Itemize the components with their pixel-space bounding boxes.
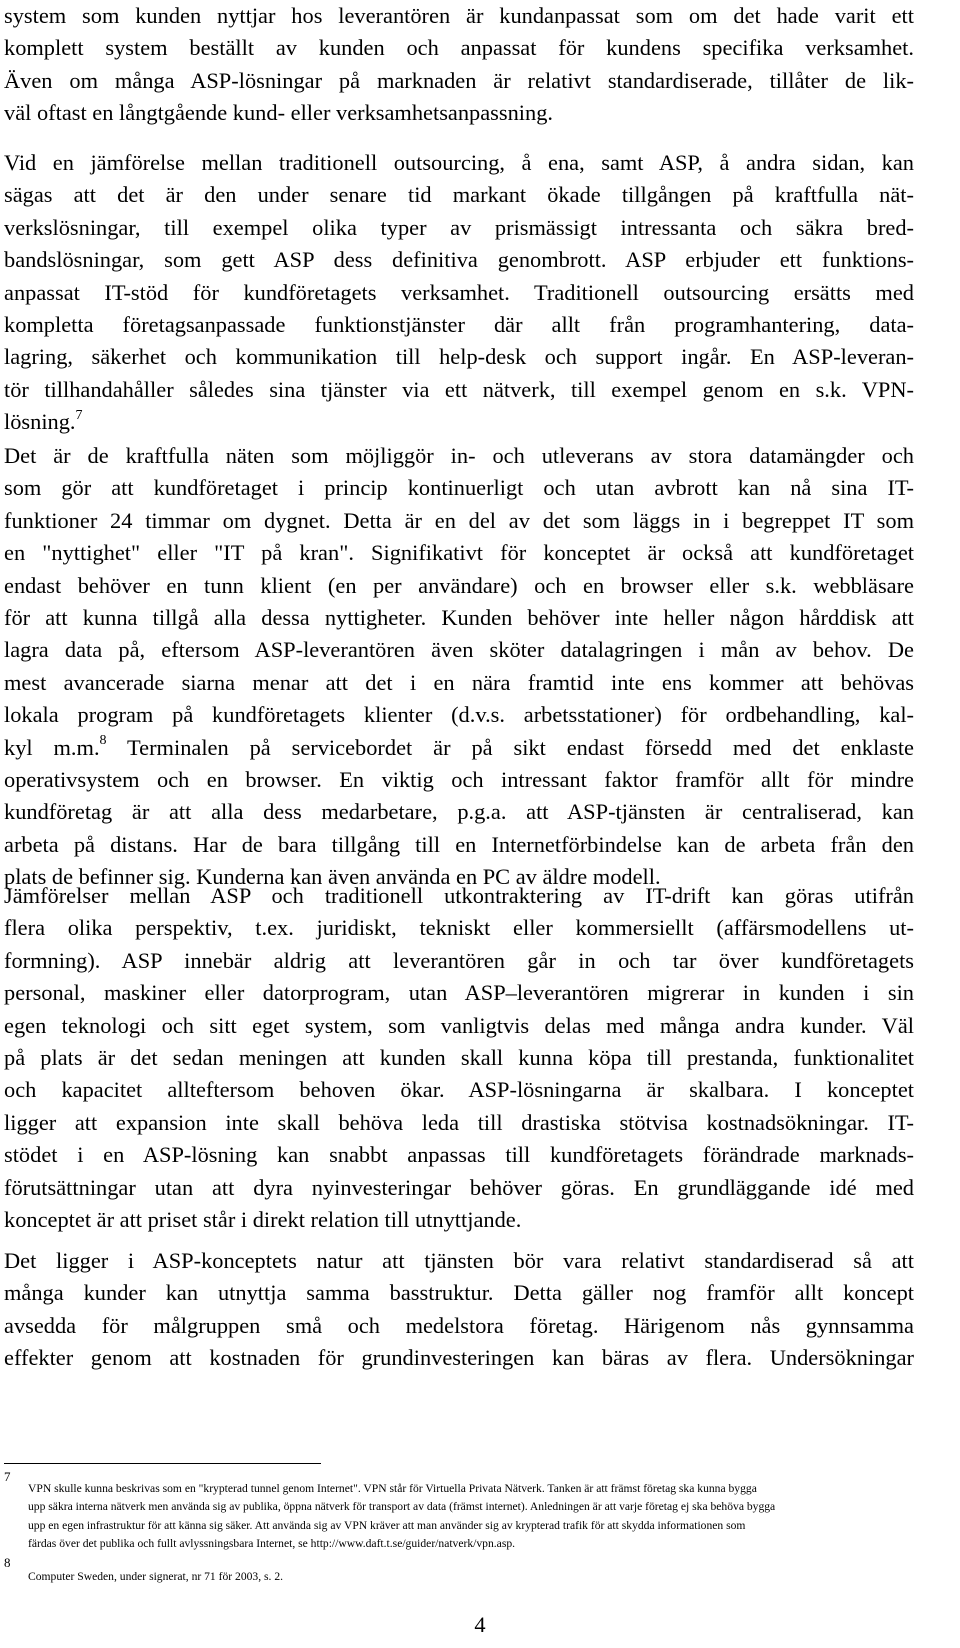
text-fragment: kyl m.m.: [4, 734, 100, 760]
text-line: lokala program på kundföretagets klienter (d.v.s. arbetsstationer) för ordbehandling, kal-: [4, 702, 914, 728]
text-line: anpassat IT-stöd för kundföretagets verksamhet. Traditionell outsourcing ersätts med: [4, 279, 914, 305]
text-line: flera olika perspektiv, t.ex. juridiskt, tekniskt eller kommersiellt (affärsmodellens ut-: [4, 915, 914, 941]
text-line: formning). ASP innebär aldrig att leverantören går in och tar över kundföretagets: [4, 947, 914, 973]
paragraph-5: [4, 1245, 914, 1375]
footnote-line: Computer Sweden, under signerat, nr 71 för 2003, s. 2.: [28, 1569, 284, 1583]
text-line: komplett system beställt av kunden och anpassat för kundens specifika verksamhet.: [4, 35, 914, 61]
text-line: lagra data på, eftersom ASP-leverantören även sköter datalagringen i mån av behov. De: [4, 637, 914, 663]
paragraph-3: [4, 440, 914, 894]
text-line: en "nyttighet" eller "IT på kran". Signifikativt för konceptet är också att kundföretaget: [4, 540, 914, 566]
footnote-8: [4, 1554, 914, 1586]
text-line: konceptet är att priset står i direkt relation till utnyttjande.: [4, 1207, 522, 1233]
text-line: som gör att kundföretaget i princip kontinuerligt och utan avbrott kan nå sina IT-: [4, 475, 914, 501]
text-line: Det ligger i ASP-konceptets natur att tjänsten bör vara relativt standardiserad så att: [4, 1248, 914, 1273]
footnote-line: upp säkra interna nätverk men använda sig av publika, öppna nätverk för transport av data (främst internet). Anledningen är att varje företag ej ska behöva bygga: [28, 1500, 776, 1514]
text-line: personal, maskiner eller datorprogram, utan ASP–leverantören migrerar in kunden i sin: [4, 980, 914, 1006]
text-line: system som kunden nyttjar hos leverantören är kundanpassat som om det hade varit ett: [4, 3, 914, 28]
footnotes: [4, 1468, 914, 1586]
text-line: mest avancerade siarna menar att det i en nära framtid inte ens kommer att behövas: [4, 669, 914, 695]
text-fragment: Terminalen på servicebordet är på sikt endast försedd med det enklaste: [106, 734, 914, 760]
text-line: ligger att expansion inte skall behöva leda till drastiska stötvisa kostnadsökningar. IT-: [4, 1109, 914, 1135]
text-line: många kunder kan utnyttja samma basstruktur. Detta gäller nog framför allt koncept: [4, 1280, 914, 1306]
text-line: effekter genom att kostnaden för grundinvesteringen kan bäras av flera. Undersökningar: [4, 1345, 914, 1371]
text-line: endast behöver en tunn klient (en per användare) och en browser eller s.k. webbläsare: [4, 572, 914, 598]
footnote-7: [4, 1468, 914, 1554]
footnote-ref: 7: [75, 407, 83, 423]
text-line: på plats är det sedan meningen att kunden skall kunna köpa till prestanda, funktionalitet: [4, 1045, 914, 1071]
text-line: förutsättningar utan att dyra nyinvesteringar behöver göras. En grundläggande idé med: [4, 1174, 914, 1200]
text-fragment: lösning.: [4, 409, 76, 435]
footnote-mark: 7: [4, 1469, 11, 1484]
footnote-separator: [4, 1463, 321, 1464]
text-line: avsedda för målgruppen små och medelstora företag. Härigenom nås gynnsamma: [4, 1312, 914, 1338]
text-line: bandslösningar, som gett ASP dess definitiva genombrott. ASP erbjuder ett funktions-: [4, 247, 914, 273]
footnote-line: upp en egen infrastruktur för att känna sig säker. Att använda sig av VPN kräver att man använder sig av krypterad trafik för att skydda informationen som: [28, 1518, 746, 1532]
text-line: sägas att det är den under senare tid markant ökade tillgången på kraftfulla nät-: [4, 182, 914, 208]
text-line: tör tillhandahåller således sina tjänster via ett nätverk, till exempel genom en s.k. VPN-: [4, 376, 914, 402]
page-number: 4: [474, 1612, 486, 1637]
text-line: kundföretag är att alla dess medarbetare, p.g.a. att ASP-tjänsten är centraliserad, kan: [4, 799, 914, 825]
text-line: plats de befinner sig. Kunderna kan även använda en PC av äldre modell.: [4, 864, 661, 890]
text-line: väl oftast en långtgående kund- eller verksamhetsanpassning.: [4, 100, 554, 126]
text-line: stödet i en ASP-lösning kan snabbt anpassas till kundföretagets förändrade marknads-: [4, 1142, 914, 1168]
text-line: egen teknologi och sitt eget system, som vanligtvis delas med många andra kunder. Väl: [4, 1012, 914, 1038]
text-line: arbeta på distans. Har de bara tillgång till en Internetförbindelse kan de arbeta från den: [4, 831, 914, 857]
text-line: [4, 406, 914, 438]
text-line: Även om många ASP-lösningar på marknaden är relativt standardiserade, tillåter de lik-: [4, 67, 914, 93]
text-line: för att kunna tillgå alla dessa nyttigheter. Kunden behöver inte heller någon hårddisk att: [4, 605, 914, 631]
text-line: operativsystem och en browser. En viktig och intressant faktor framför allt för mindre: [4, 767, 914, 793]
footnote-line: VPN skulle kunna beskrivas som en "krypterad tunnel genom Internet". VPN står för Virtuella Privata Nätverk. Tanken är att främst företag ska kunna bygga: [28, 1481, 757, 1495]
text-line: Det är de kraftfulla näten som möjliggör in- och utleverans av stora datamängder och: [4, 443, 914, 468]
text-line: funktioner 24 timmar om dygnet. Detta är en del av det som läggs in i begreppet IT som: [4, 507, 914, 533]
text-line: [4, 732, 914, 764]
text-line: Jämförelser mellan ASP och traditionell utkontraktering av IT-drift kan göras utifrån: [4, 883, 914, 908]
text-line: verkslösningar, till exempel olika typer av prismässigt intressanta och säkra bred-: [4, 214, 914, 240]
text-line: och kapacitet allteftersom behoven ökar. ASP-lösningarna är skalbara. I konceptet: [4, 1077, 914, 1103]
paragraph-2: [4, 147, 914, 439]
text-line: lagring, säkerhet och kommunikation till help-desk och support ingår. En ASP-leveran-: [4, 344, 914, 370]
text-line: kompletta företagsanpassade funktionstjänster där allt från programhantering, data-: [4, 312, 914, 338]
paragraph-4: [4, 880, 914, 1236]
paragraph-1: [4, 0, 914, 130]
footnote-line: färdas över det publika och fullt avlyssningsbara Internet, se http://www.daft.t.se/guider/natverk/vpn.asp.: [28, 1537, 516, 1551]
footnote-ref: 8: [99, 733, 107, 749]
footnote-mark: 8: [4, 1554, 11, 1570]
text-line: Vid en jämförelse mellan traditionell outsourcing, å ena, samt ASP, å andra sidan, kan: [4, 150, 914, 175]
